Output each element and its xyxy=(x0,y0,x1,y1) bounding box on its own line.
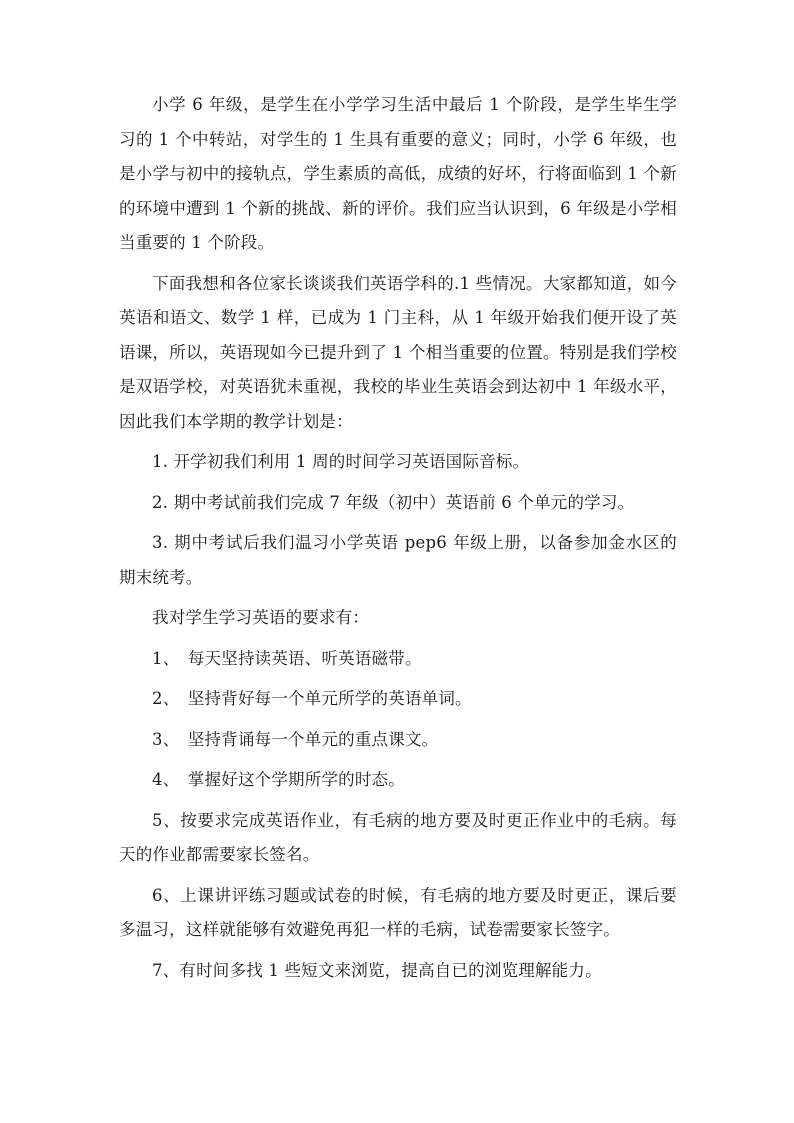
requirement-item-6: 6、上课讲评练习题或试卷的时候，有毛病的地方要及时更正，课后要多温习，这样就能够有效避免再犯一样的毛病，试卷需要家长签字。 xyxy=(119,885,677,939)
requirement-item-7: 7、有时间多找 1 些短文来浏览，提高自已的浏览理解能力。 xyxy=(152,960,602,980)
plan-item-3: 3. 期中考试后我们温习小学英语 pep6 年级上册，以备参加金水区的期末统考。 xyxy=(119,533,677,587)
requirement-item-3: 3、 坚持背诵每一个单元的重点课文。 xyxy=(152,729,439,749)
plan-item-1: 1. 开学初我们利用 1 周的时间学习英语国际音标。 xyxy=(152,452,530,471)
requirement-item-2: 2、 坚持背好每一个单元所学的英语单词。 xyxy=(152,689,472,708)
requirements-heading: 我对学生学习英语的要求有： xyxy=(152,608,370,627)
requirement-item-4: 4、 掌握好这个学期所学的时态。 xyxy=(152,770,405,789)
document-body xyxy=(119,88,677,994)
paragraph-english-subject: 下面我想和各位家长谈谈我们英语学科的.1 些情况。大家都知道，如今英语和语文、数学 1 样，已成为 1 门主科，从 1 年级开始我们便开设了英语课，所以，英语现如今已提升到了 1 个相当重要的位置。特别是我们学校是双语学校，对英语犹未重视，我校的毕业生英语会到达初中 1 年级水平，因此我们本学期的教学计划是： xyxy=(119,273,677,431)
plan-item-2: 2. 期中考试前我们完成 7 年级（初中）英语前 6 个单元的学习。 xyxy=(152,492,635,512)
requirement-item-5: 5、按要求完成英语作业，有毛病的地方要及时更正作业中的毛病。每天的作业都需要家长签名。 xyxy=(119,810,677,864)
requirement-item-1: 1、 每天坚持读英语、听英语磁带。 xyxy=(152,648,422,668)
paragraph-intro: 小学 6 年级，是学生在小学学习生活中最后 1 个阶段，是学生毕生学习的 1 个中转站，对学生的 1 生具有重要的意义；同时，小学 6 年级，也是小学与初中的接轨点，学生素质的高低，成绩的好坏，行将面临到 1 个新的环境中遭到 1 个新的挑战、新的评价。我们应当认识到，6 年级是小学相当重要的 1 个阶段。 xyxy=(119,95,678,252)
